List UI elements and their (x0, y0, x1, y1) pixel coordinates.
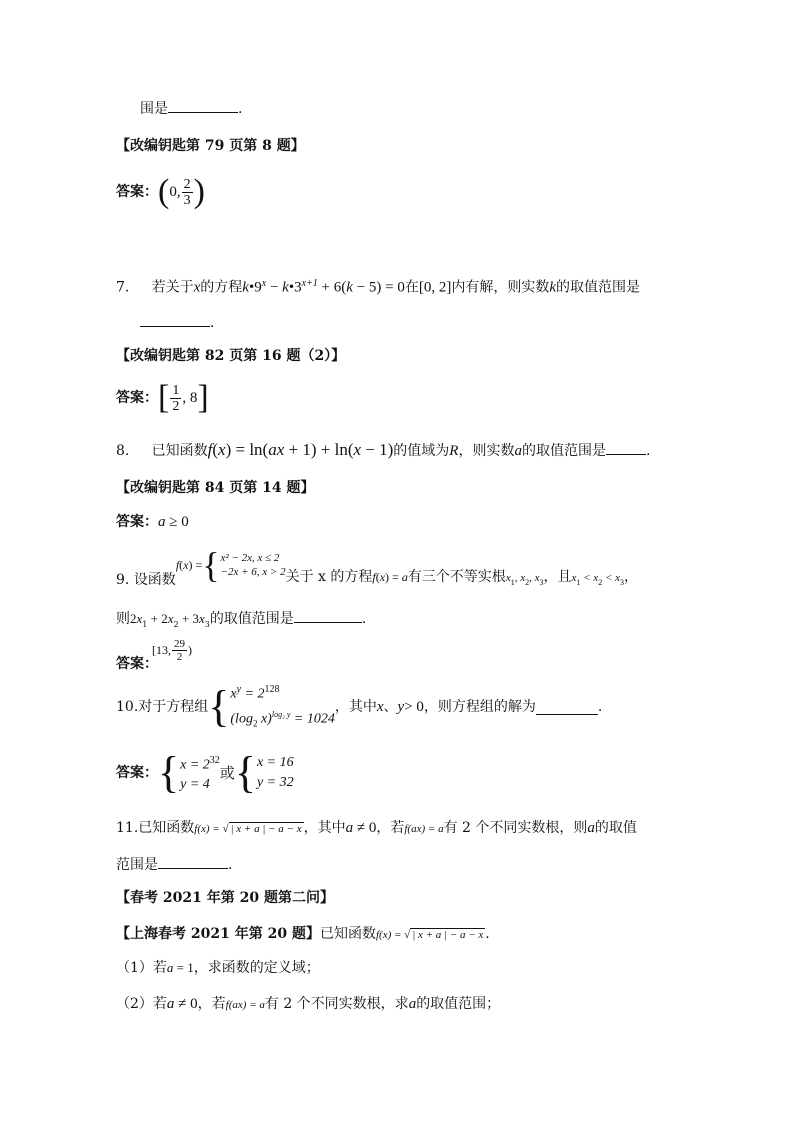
source-note-q6: 【改编钥匙第 79 页第 8 题】 (116, 138, 305, 154)
question-7-line2: . (140, 312, 214, 333)
sub-question-2: （2）若a ≠ 0，若f(ax) = a有 2 个不同实数根，求a的取值范围； (116, 996, 501, 1012)
question-11-line2: 范围是 . (116, 854, 232, 875)
source-note-q11: 【春考 2021 年第 20 题第二问】 (116, 890, 334, 906)
sub-question-1: （1）若a = 1，求函数的定义域； (116, 960, 320, 976)
answer-q9: 答案： [13, $\frac{29}{2}$ ) (116, 637, 192, 672)
fraction: $\frac{2}{3}$ (183, 176, 191, 208)
question-11: 11.已知函数f(x) = √ | x + a | − a − x ，其中a ≠ 0，若f(ax) = a有 2 个不同实数根，则a的取值 (116, 820, 637, 836)
question-8: 8. 已知函数f(x) = ln(ax + 1) + ln(x − 1)的值域为R，则实数a的取值范围是 . (116, 440, 651, 459)
piecewise-function: f ( x ) = { x² − 2x, x ≤ 2 −2x + 6, x > 2 (175, 545, 286, 585)
answer-q10: 答案： { $x = 2^{32}$ y = 4 或 { x = 16 y = 32 (116, 748, 294, 797)
shanghai-problem: 【上海春考 2021 年第 20 题】已知函数f(x) = √ | x + a | − a − x . (116, 926, 490, 942)
answer-blank (140, 312, 210, 327)
source-note-q8: 【改编钥匙第 84 页第 14 题】 (116, 480, 315, 496)
answer-blank (168, 98, 238, 113)
q6-tail-text: 围是 (140, 101, 168, 117)
source-note-q7: 【改编钥匙第 82 页第 16 题（2）】 (116, 348, 346, 364)
equation-system: { $x^y = 2^{128}$ ($\log_2$ x)$^{log_2 y}$ = 1024 (208, 682, 335, 731)
question-9: 9. 设函数 f ( x ) = { x² − 2x, x ≤ 2 −2x + 6, x > 2 关于 x 的方程f(x) = a有三个不等实根$x_1$, $x_2$, $x_3$，且$x_1 < x_2 < x_3$， (116, 545, 638, 588)
answer-label: 答案： (116, 184, 158, 200)
answer-q7: 答案： [ $\frac{1}{2}$ , 8 ] (116, 379, 209, 416)
question-9-line2: 则$2x_1 + 2x_2 + 3x_3$的取值范围是 . (116, 608, 366, 635)
q6-tail-line: 围是 . (140, 98, 242, 119)
question-10: 10. 对于方程组 { $x^y = 2^{128}$ ($\log_2$ x)$^{log_2 y}$ = 1024 ，其中 x 、 y > 0 ，则方程组的解为 . (116, 682, 602, 732)
question-7: 7. 若关于x的方程$k•9^x$ − $k•3^{x+1} + 6(k - 5) = 0$在[0, 2]内有解，则实数k的取值范围是 (116, 278, 641, 296)
answer-q6: 答案： ( 0, $\frac{2}{3}$ ) (116, 173, 205, 210)
answer-q8: 答案：a ≥ 0 (116, 514, 189, 530)
